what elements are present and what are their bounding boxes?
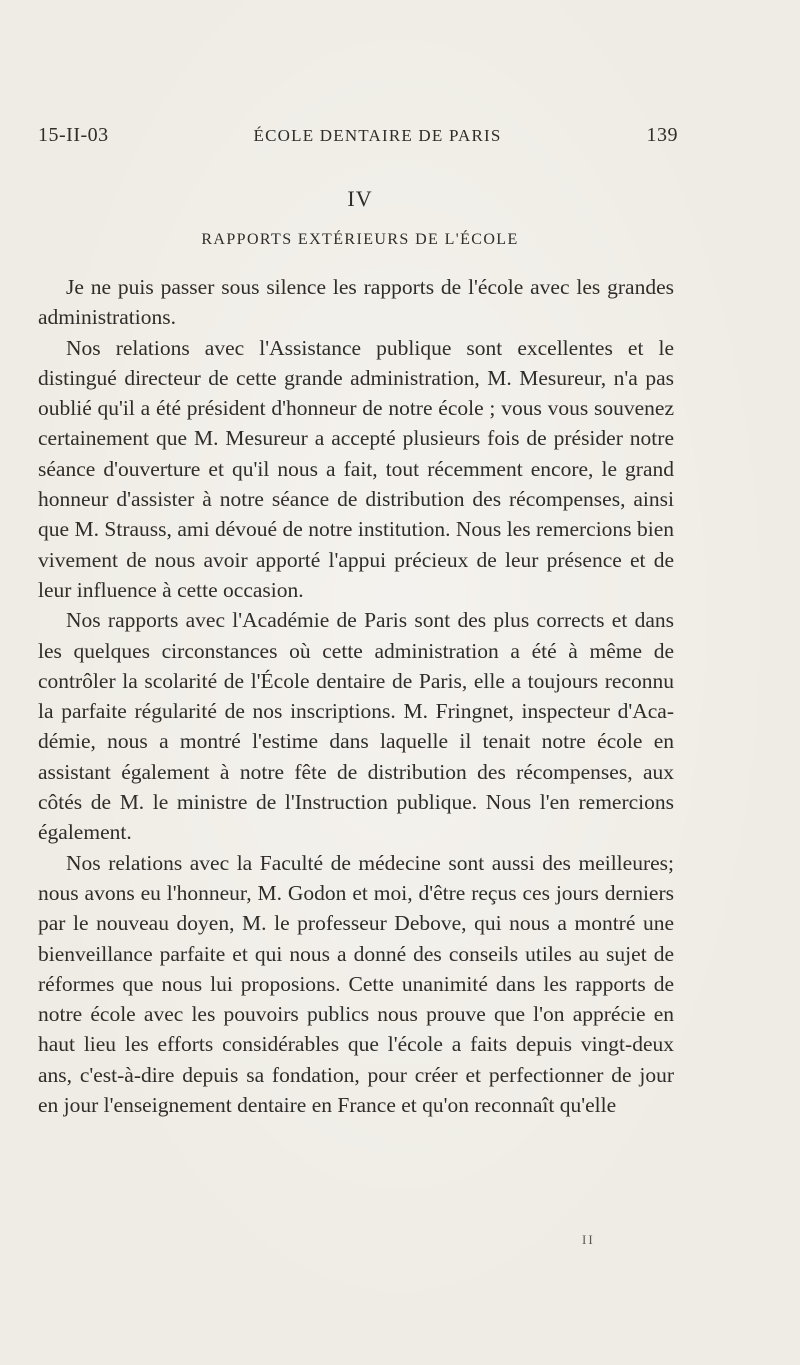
paragraph: Je ne puis passer sous silence les rapports de l'école avec les grandes administrations.: [38, 275, 674, 330]
header-date: 15-II-03: [38, 124, 109, 146]
section-number: IV: [347, 186, 373, 211]
paragraph: Nos relations avec l'Assistance publique sont excellentes et le distingué directeur de cette grande administration, M. Mesureur, n'a pas oublié qu'il a été président d'honneur de notre école ; vous vous souvenez certainement que M. Mesureur a accepté plusieurs fois de présider notre séance d'ouverture et qu'il nous a fait, tout récemment encore, le grand honneur d'assister à notre séance de distribution des récompenses, ainsi que M. Strauss, ami dévoué de notre institution. Nous les remercions bien vivement de nous avoir apporté l'appui précieux de leur présence et de leur influence à cette occasion.: [38, 335, 674, 602]
section-title: RAPPORTS EXTÉRIEURS DE L'ÉCOLE: [201, 231, 519, 248]
header-title: ÉCOLE DENTAIRE DE PARIS: [253, 126, 502, 145]
paragraph: Nos relations avec la Faculté de médecine sont aussi des meilleures; nous avons eu l'honneur, M. Godon et moi, d'être reçus ces jours derniers par le nouveau doyen, M. le professeur Debove, qui nous a montré une bienveillance parfaite et qui nous a donné des conseils utiles au sujet de réformes que nous lui proposions. Cette unanimité dans les rapports de notre école avec les pouvoirs publics nous prouve que l'on apprécie en haut lieu les efforts considérables que l'école a faits depuis vingt-deux ans, c'est-à-dire depuis sa fondation, pour créer et perfectionner de jour en jour l'enseignement dentaire en France et qu'on reconnaît qu'elle: [38, 850, 674, 1118]
paragraph: Nos rapports avec l'Académie de Paris sont des plus corrects et dans les quelques circonstances où cette administration a été à même de contrôler la scolarité de l'École dentaire de Paris, elle a toujours reconnu la parfaite régularité de nos inscriptions. M. Fringnet, inspecteur d'Académie, nous a montré l'estime dans laquelle il tenait notre école en assistant également à notre fête de distribution des récompenses, aux côtés de M. le ministre de l'Instruction publique. Nous l'en remercions également.: [38, 608, 674, 845]
signature-mark: II: [582, 1232, 595, 1247]
running-header: [38, 124, 678, 147]
body-text: [38, 272, 674, 1120]
page-number: 139: [646, 124, 678, 146]
